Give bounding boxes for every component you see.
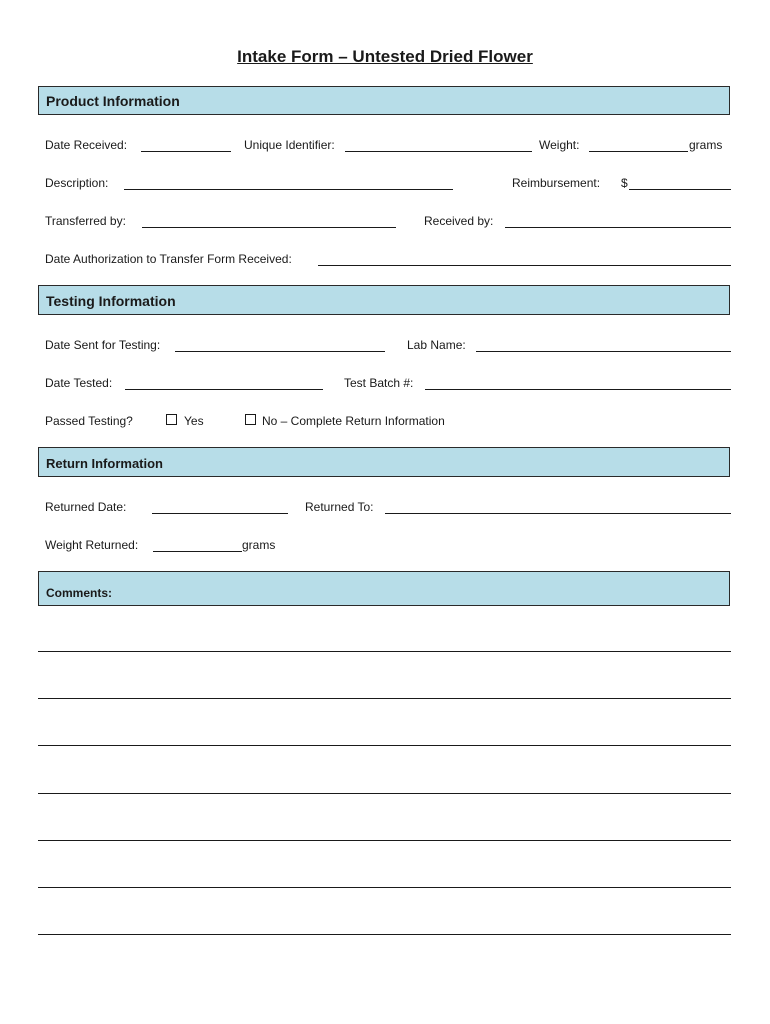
test-batch-field[interactable] (425, 389, 731, 390)
comment-line-1[interactable] (38, 651, 731, 652)
returned-date-field[interactable] (152, 513, 288, 514)
weight-field[interactable] (589, 151, 688, 152)
date-authorization-field[interactable] (318, 265, 731, 266)
description-label: Description: (45, 176, 109, 190)
weight-returned-grams-unit: grams (242, 538, 276, 552)
date-sent-field[interactable] (175, 351, 385, 352)
reimbursement-field[interactable] (629, 189, 731, 190)
no-checkbox[interactable] (245, 414, 256, 425)
returned-to-label: Returned To: (305, 500, 374, 514)
comment-line-7[interactable] (38, 934, 731, 935)
dollar-sign: $ (621, 176, 628, 190)
no-label: No – Complete Return Information (262, 414, 445, 428)
comment-line-5[interactable] (38, 840, 731, 841)
product-information-header (38, 86, 730, 115)
date-received-label: Date Received: (45, 138, 128, 152)
lab-name-label: Lab Name: (407, 338, 466, 352)
transferred-by-field[interactable] (142, 227, 396, 228)
weight-returned-field[interactable] (153, 551, 242, 552)
weight-returned-label: Weight Returned: (45, 538, 139, 552)
comments-header (38, 571, 730, 606)
received-by-field[interactable] (505, 227, 731, 228)
comment-line-2[interactable] (38, 698, 731, 699)
section-title: Testing Information (46, 293, 176, 309)
reimbursement-label: Reimbursement: (512, 176, 601, 190)
date-authorization-label: Date Authorization to Transfer Form Received: (45, 252, 292, 266)
date-tested-label: Date Tested: (45, 376, 113, 390)
section-title: Product Information (46, 93, 180, 109)
passed-testing-label: Passed Testing? (45, 414, 133, 428)
section-title: Return Information (46, 456, 163, 471)
weight-label: Weight: (539, 138, 580, 152)
date-received-field[interactable] (141, 151, 231, 152)
unique-identifier-field[interactable] (345, 151, 532, 152)
yes-checkbox[interactable] (166, 414, 177, 425)
section-title: Comments: (46, 586, 113, 600)
comment-line-3[interactable] (38, 745, 731, 746)
date-tested-field[interactable] (125, 389, 323, 390)
yes-label: Yes (184, 414, 204, 428)
transferred-by-label: Transferred by: (45, 214, 126, 228)
form-title: Intake Form – Untested Dried Flower (237, 47, 533, 66)
lab-name-field[interactable] (476, 351, 731, 352)
returned-to-field[interactable] (385, 513, 731, 514)
comment-line-4[interactable] (38, 793, 731, 794)
test-batch-label: Test Batch #: (344, 376, 414, 390)
testing-information-header (38, 285, 730, 315)
comment-line-6[interactable] (38, 887, 731, 888)
weight-grams-unit: grams (689, 138, 723, 152)
unique-identifier-label: Unique Identifier: (244, 138, 335, 152)
return-information-header (38, 447, 730, 477)
received-by-label: Received by: (424, 214, 494, 228)
returned-date-label: Returned Date: (45, 500, 127, 514)
date-sent-label: Date Sent for Testing: (45, 338, 161, 352)
description-field[interactable] (124, 189, 453, 190)
